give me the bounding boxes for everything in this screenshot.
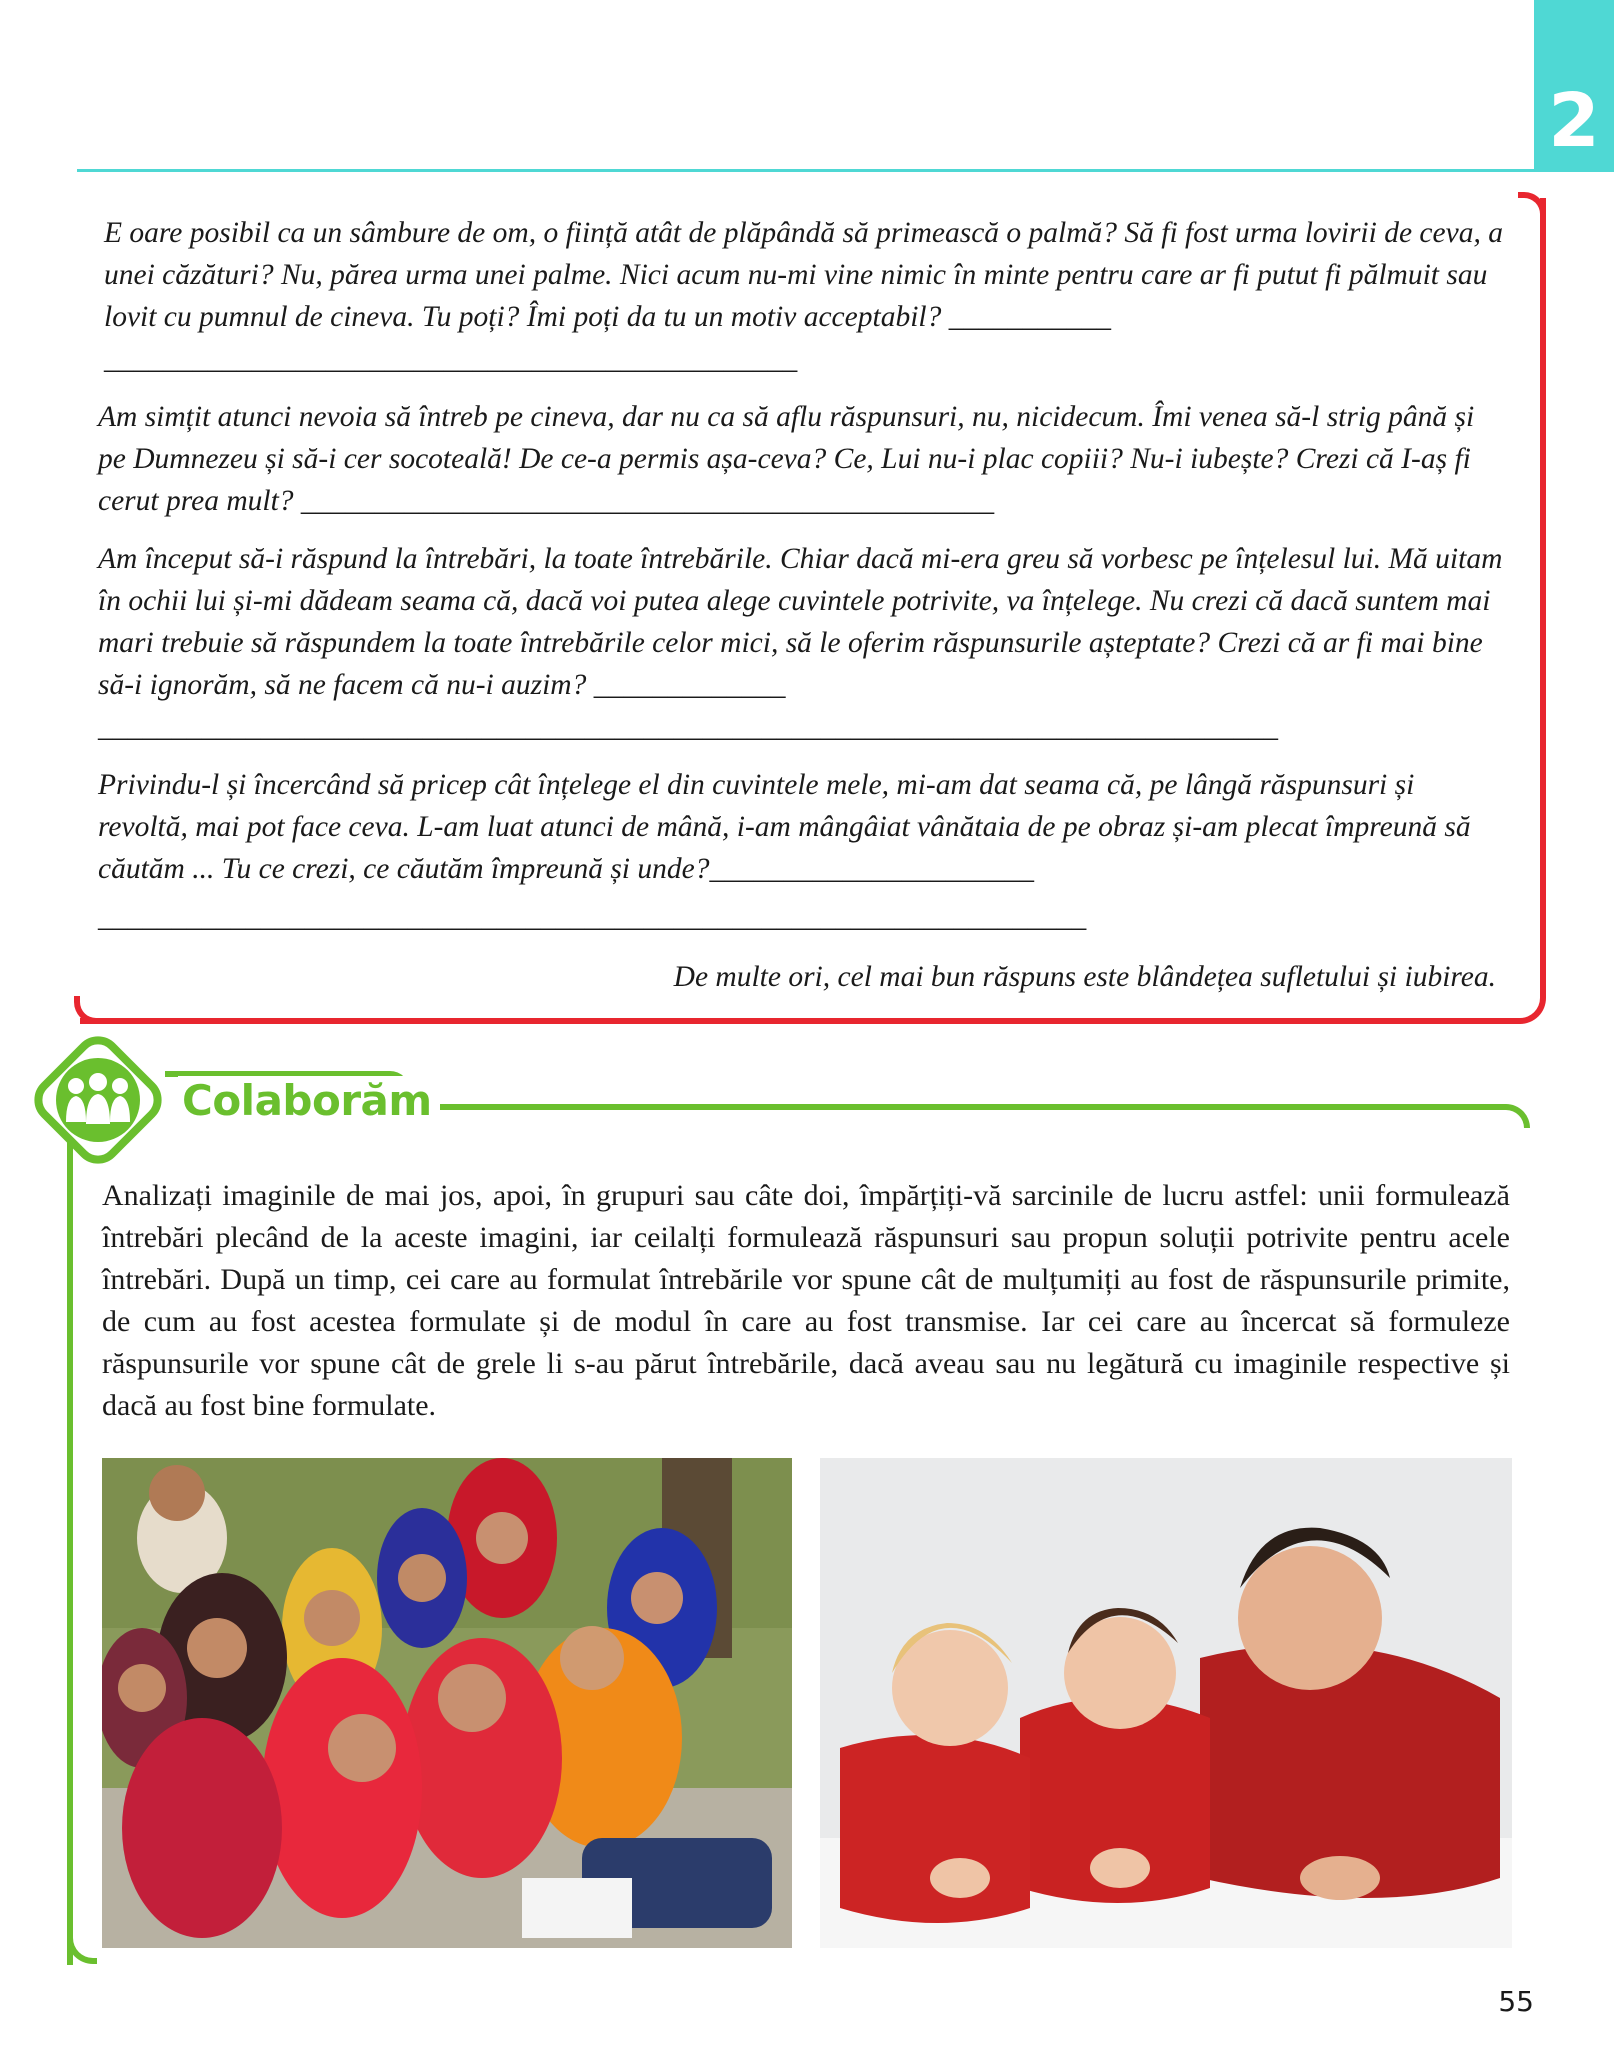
answer-blank-4[interactable]: ___________________________________________________________________ bbox=[98, 901, 1087, 933]
task-instructions: Analizați imaginile de mai jos, apoi, în grupuri sau câte doi, împărțiți-vă sarcinile de lucru astfel: unii formulează întrebări plecând de la aceste imagini, iar ceilalți formulează răspunsuri sau propun soluții potrivite pentru acele întrebări. După un timp, cei care au formulat întrebările vor spune cât de mulțumiți au fost de răspunsurile primite, de cum au fost acestea formulate și de modul în care au fost transmise. Iar cei care au încercat să formuleze răspunsurile vor spune cât de grele li s-au părut întrebările, dacă aveau sau nu legătură cu imaginile respective și dacă au fost bine formulate. bbox=[102, 1179, 1510, 1422]
story-paragraph-2 bbox=[98, 396, 1508, 522]
story-paragraph-1 bbox=[98, 212, 1508, 380]
father-and-sons-photo bbox=[820, 1458, 1512, 1948]
children-group-photo bbox=[102, 1458, 792, 1948]
group-people-icon bbox=[28, 1030, 168, 1170]
chapter-tab bbox=[1534, 0, 1614, 172]
section-rule bbox=[395, 1104, 1510, 1110]
story-text bbox=[98, 212, 1508, 954]
story-paragraph-4-blank bbox=[98, 896, 1508, 938]
header-rule bbox=[77, 169, 1537, 172]
story-paragraph-1-text: E oare posibil ca un sâmbure de om, o ființă atât de plăpândă să primească o palmă? Să fi fost urma lovirii de ceva, a unei căzături? Nu, părea urma unei palme. Nici acum nu-mi vine nimic în minte pentru care ar fi putut fi pălmuit sau lovit cu pumnul de cineva. Tu poți? Îmi poți da tu un motiv acceptabil? ___________ bbox=[104, 217, 1503, 333]
story-paragraph-4 bbox=[98, 764, 1508, 890]
story-paragraph-4-text: Privindu-l și încercând să pricep cât înțelege el din cuvintele mele, mi-am dat seama că, pe lângă răspunsuri și revoltă, mai pot face ceva. L-am luat atunci de mână, i-am mângâiat vânătaia de pe obraz și-am plecat împreună să căutăm ... Tu ce crezi, ce căutăm împreună și unde?______________________ bbox=[98, 769, 1471, 885]
answer-blank-1[interactable]: _______________________________________________ bbox=[104, 343, 798, 375]
answer-blank-3[interactable]: ________________________________________________________________________________ bbox=[98, 711, 1278, 743]
story-paragraph-3-text: Am început să-i răspund la întrebări, la toate întrebările. Chiar dacă mi-era greu să vorbesc pe înțelesul lui. Mă uitam în ochii lui și-mi dădeam seama că, dacă voi putea alege cuvintele potrivite, va înțelege. Nu crezi că dacă suntem mai mari trebuie să răspundem la toate întrebările celor mici, să le oferim răspunsurile așteptate? Crezi că ar fi mai bine să-i ignorăm, să ne facem că nu-i auzim? _____________ bbox=[98, 543, 1503, 701]
story-paragraph-3 bbox=[98, 538, 1508, 748]
page-number: 55 bbox=[1498, 1985, 1534, 2018]
story-paragraph-2-text: Am simțit atunci nevoia să întreb pe cineva, dar nu ca să aflu răspunsuri, nu, nicidecum. Îmi venea să-l strig până și pe Dumnezeu și să-i cer socoteală! De ce-a permis așa-ceva? Ce, Lui nu-i plac copiii? Nu-i iubește? Crezi că I-aș fi cerut prea mult? _______________________________________________ bbox=[98, 401, 1475, 517]
section-title: Colaborăm bbox=[178, 1076, 440, 1125]
chapter-number: 2 bbox=[1548, 78, 1600, 164]
story-conclusion: De multe ori, cel mai bun răspuns este blândețea sufletului și iubirea. bbox=[673, 961, 1496, 993]
